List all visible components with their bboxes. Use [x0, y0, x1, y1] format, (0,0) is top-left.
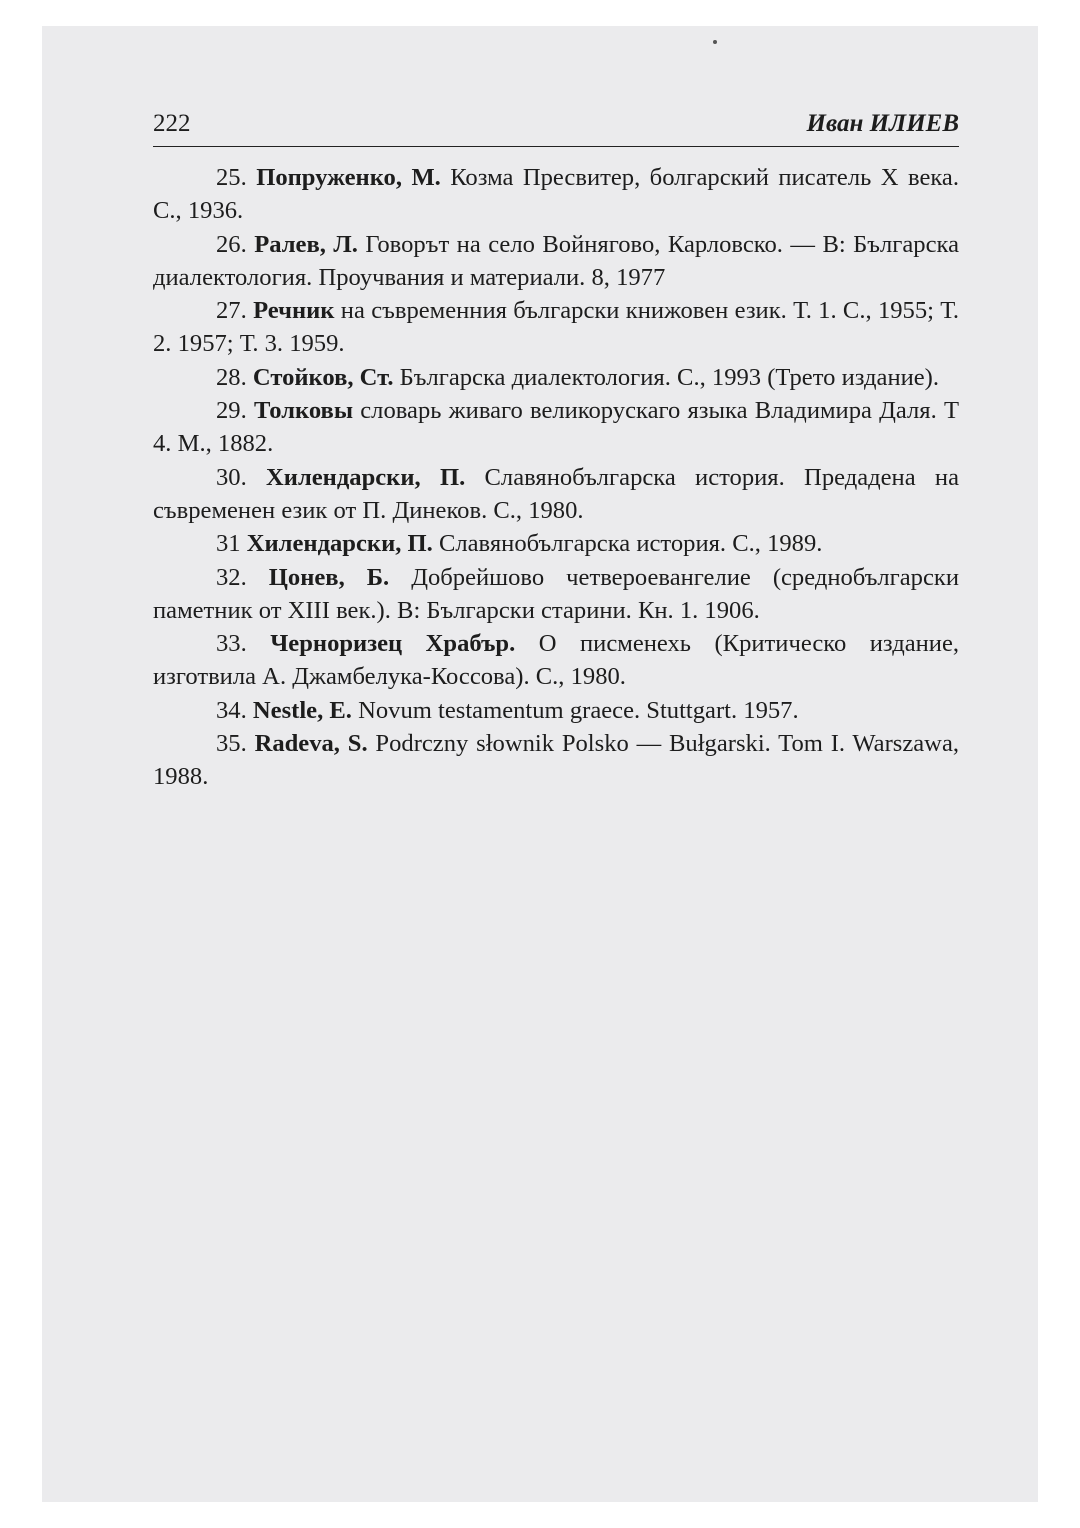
- reference-list: [153, 161, 959, 794]
- reference-item: 32. Цонев, Б. Добрейшово четвероевангелие (среднобългарски паметник от XIII век.). В: Български старини. Кн. 1. 1906.: [153, 563, 960, 624]
- reference-item: 34. Nestle, E. Novum testamentum graece. Stuttgart. 1957.: [216, 696, 799, 724]
- reference-author: Речник: [253, 297, 335, 325]
- reference-author: Radeva, S.: [254, 730, 368, 758]
- reference-author: Хилендарски, П.: [246, 530, 433, 558]
- reference-item: 30. Хилендарски, П. Славянобългарска история. Предадена на съвременен език от П. Динеков. С., 1980.: [153, 463, 959, 524]
- running-author: Иван ИЛИЕВ: [806, 110, 959, 137]
- page-number: 222: [153, 110, 191, 137]
- reference-author: Стойков, Ст.: [252, 363, 394, 391]
- reference-author: Цонев, Б.: [268, 563, 390, 591]
- running-head: [153, 108, 959, 147]
- reference-item: 28. Стойков, Ст. Българска диалектология. С., 1993 (Трето издание).: [216, 363, 940, 391]
- scan-speck: [713, 40, 717, 44]
- reference-item: 35. Radeva, S. Podrczny słownik Polsko — Bułgarski. Tom I. Warszawa, 1988.: [153, 730, 960, 791]
- reference-item: 25. Попруженко, М. Козма Пресвитер, болгарский писатель X века. С., 1936.: [153, 164, 960, 225]
- reference-item: 33. Черноризец Храбър. О писменехь (Критическо издание, изготвила А. Джамбелука-Коссова). С., 1980.: [153, 630, 960, 691]
- reference-item: 26. Ралев, Л. Говорът на село Войнягово, Карловско. — В: Българска диалектология. Проучвания и материали. 8, 1977: [153, 230, 959, 291]
- page-content: [153, 108, 959, 794]
- reference-item: 31 Хилендарски, П. Славянобългарска история. С., 1989.: [216, 530, 823, 558]
- reference-author: Хилендарски, П.: [266, 463, 466, 491]
- reference-item: 29. Толковы словарь живаго великорускаго языка Владимира Даля. Т 4. М., 1882.: [153, 397, 959, 458]
- reference-author: Черноризец Храбър.: [270, 630, 516, 658]
- reference-author: Ралев, Л.: [254, 230, 358, 258]
- reference-item: 27. Речник на съвременния български книжовен език. Т. 1. С., 1955; Т. 2. 1957; Т. 3. 1959.: [153, 297, 960, 358]
- reference-author: Nestle, E.: [252, 696, 352, 724]
- reference-author: Попруженко, М.: [256, 164, 441, 191]
- reference-author: Толковы: [253, 397, 354, 425]
